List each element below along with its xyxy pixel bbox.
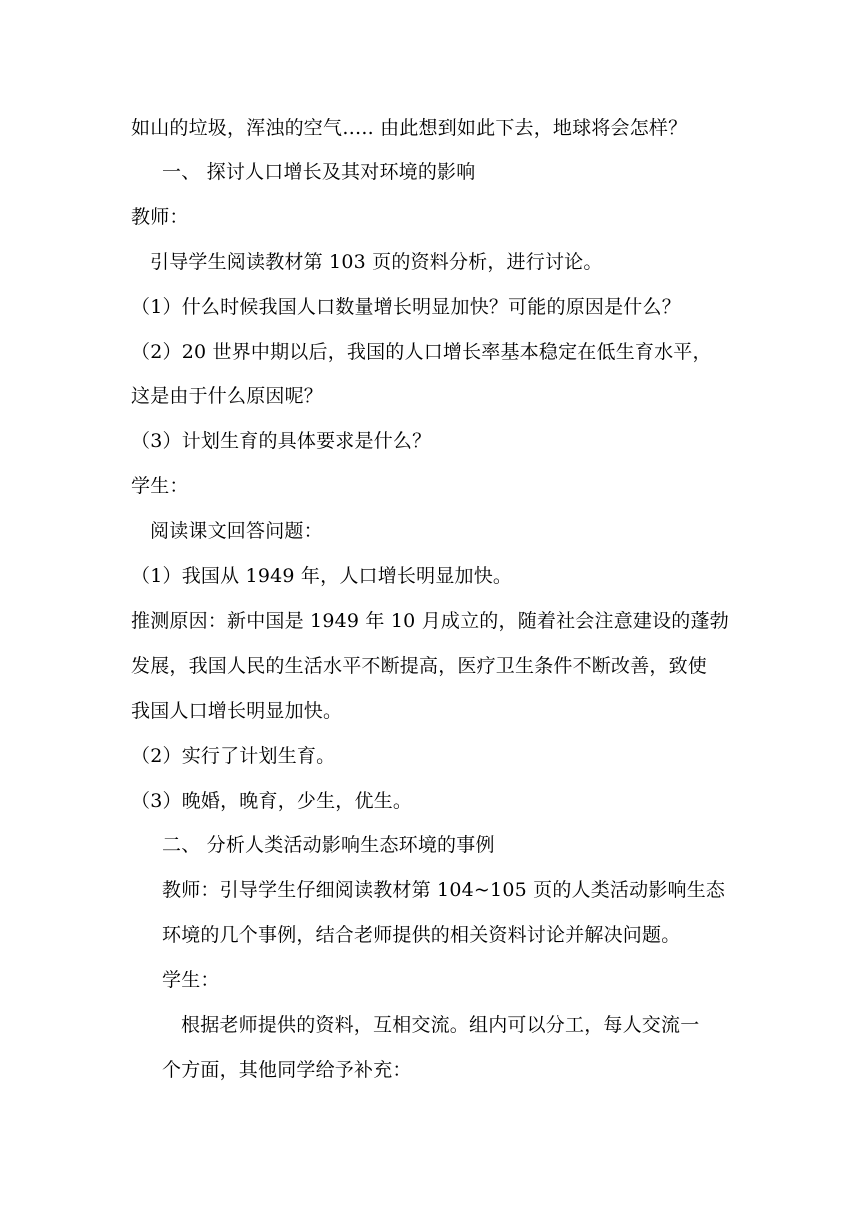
teacher-instruction: 引导学生阅读教材第 103 页的资料分析，进行讨论。	[150, 251, 603, 273]
student-instruction: 阅读课文回答问题：	[150, 520, 323, 542]
answer-1: （1）我国从 1949 年，人口增长明显加快。	[131, 565, 513, 587]
answer-3: （3）晚婚，晚育，少生，优生。	[131, 790, 413, 812]
section-heading-2: 二、 分析人类活动影响生态环境的事例	[162, 834, 495, 856]
answer-2: （2）实行了计划生育。	[131, 745, 336, 767]
teacher-guidance-line-1: 教师：引导学生仔细阅读教材第 104~105 页的人类活动影响生态	[162, 879, 726, 901]
student-activity-line-2: 个方面，其他同学给予补充：	[162, 1059, 412, 1081]
teacher-label: 教师：	[131, 206, 189, 228]
reason-line-1: 推测原因：新中国是 1949 年 10 月成立的，随着社会注意建设的蓬勃	[131, 610, 729, 632]
student-label-2: 学生：	[162, 969, 220, 991]
reason-line-2: 发展，我国人民的生活水平不断提高，医疗卫生条件不断改善，致使	[131, 655, 708, 677]
question-2-line-2: 这是由于什么原因呢？	[131, 385, 324, 407]
student-activity-line-1: 根据老师提供的资料，互相交流。组内可以分工，每人交流一	[181, 1014, 700, 1036]
reason-line-3: 我国人口增长明显加快。	[131, 700, 343, 722]
question-3: （3）计划生育的具体要求是什么？	[131, 430, 432, 452]
teacher-guidance-line-2: 环境的几个事例，结合老师提供的相关资料讨论并解决问题。	[162, 924, 681, 946]
student-label: 学生：	[131, 475, 189, 497]
section-heading-1: 一、 探讨人口增长及其对环境的影响	[162, 161, 476, 183]
question-1: （1）什么时候我国人口数量增长明显加快？可能的原因是什么？	[131, 296, 681, 318]
question-2-line-1: （2）20 世界中期以后，我国的人口增长率基本稳定在低生育水平，	[131, 341, 712, 363]
intro-line: 如山的垃圾，浑浊的空气….. 由此想到如此下去，地球将会怎样？	[131, 117, 688, 139]
